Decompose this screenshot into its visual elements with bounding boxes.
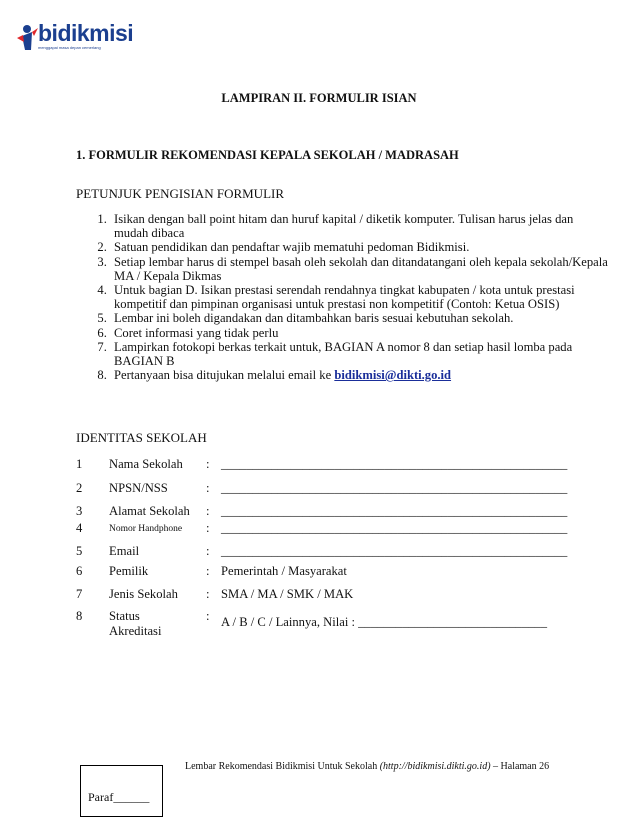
instructions-list — [76, 212, 610, 382]
identity-row-pemilik — [76, 564, 566, 584]
section-title: 1. FORMULIR REKOMENDASI KEPALA SEKOLAH / MADRASAH — [76, 148, 459, 162]
row-field-label: Email — [109, 544, 140, 558]
identity-row-jenis-sekolah — [76, 587, 566, 607]
paraf-label[interactable]: Paraf______ — [88, 790, 150, 804]
identity-row-email — [76, 544, 566, 564]
footer-url: (http://bidikmisi.dikti.go.id) — [379, 761, 491, 772]
row-number: 6 — [76, 564, 83, 578]
row-value-options[interactable]: Pemerintah / Masyarakat — [221, 564, 347, 578]
row-value-blank[interactable]: _______________________________________________________ — [221, 481, 568, 495]
page-title: LAMPIRAN II. FORMULIR ISIAN — [221, 91, 417, 105]
row-number: 7 — [76, 587, 83, 601]
instruction-item: 6. Coret informasi yang tidak perlu — [110, 326, 610, 340]
row-colon: : — [206, 544, 210, 558]
instruction-item: 5. Lembar ini boleh digandakan dan ditambahkan baris sesuai kebutuhan sekolah. — [110, 311, 610, 325]
instruction-item-email — [110, 368, 610, 382]
row-colon: : — [206, 587, 210, 601]
identity-row-handphone — [76, 521, 566, 541]
row-field-label-line2: Akreditasi — [109, 624, 162, 638]
row-colon: : — [206, 481, 210, 495]
instruction-email-prefix: Pertanyaan bisa ditujukan melalui email ke — [114, 368, 335, 383]
row-number: 3 — [76, 504, 83, 518]
footer-prefix: Lembar Rekomendasi Bidikmisi Untuk Sekolah — [185, 761, 380, 772]
row-colon: : — [206, 521, 210, 535]
row-number: 2 — [76, 481, 83, 495]
instruction-item: 3. Setiap lembar harus di stempel basah oleh sekolah dan ditandatangani oleh kepala sekolah/Kepala MA / Kepala Dikmas — [110, 255, 610, 283]
identity-row-akreditasi — [76, 609, 566, 643]
row-value-options[interactable]: A / B / C / Lainnya, Nilai : ______________________________ — [221, 615, 548, 629]
row-colon: : — [206, 457, 210, 471]
row-value-blank[interactable]: _______________________________________________________ — [221, 457, 568, 471]
row-number: 5 — [76, 544, 83, 558]
row-field-label: Pemilik — [109, 564, 149, 578]
page-footer — [185, 761, 549, 772]
logo-tagline: menggapai masa depan cemerlang — [38, 45, 101, 50]
email-link[interactable]: bidikmisi@dikti.go.id — [334, 368, 452, 383]
identity-row-npsn — [76, 481, 566, 501]
row-field-label: Jenis Sekolah — [109, 587, 178, 601]
logo-wordmark: bidikmisi — [38, 20, 134, 46]
instructions-heading: PETUNJUK PENGISIAN FORMULIR — [76, 186, 285, 201]
identity-row-nama-sekolah — [76, 457, 566, 477]
row-number: 1 — [76, 457, 83, 471]
instruction-item: 4. Untuk bagian D. Isikan prestasi serendah rendahnya tingkat kabupaten / kota untuk prestasi kompetitif dan pimpinan organisasi untuk prestasi non kompetitif (Contoh: Ketua OSIS) — [110, 283, 610, 311]
footer-suffix: – Halaman 26 — [490, 761, 550, 772]
row-colon: : — [206, 564, 210, 578]
instruction-item: 1. Isikan dengan ball point hitam dan huruf kapital / diketik komputer. Tulisan harus jelas dan mudah dibaca — [110, 212, 610, 240]
row-colon: : — [206, 504, 210, 518]
row-value-options[interactable]: SMA / MA / SMK / MAK — [221, 587, 354, 601]
row-value-blank[interactable]: _______________________________________________________ — [221, 521, 568, 535]
row-field-label-line1: Status — [109, 609, 140, 623]
row-value-blank[interactable]: _______________________________________________________ — [221, 544, 568, 558]
row-field-label: Alamat Sekolah — [109, 504, 190, 518]
instruction-item: 2. Satuan pendidikan dan pendaftar wajib mematuhi pedoman Bidikmisi. — [110, 240, 610, 254]
row-number: 8 — [76, 609, 83, 623]
row-value-blank[interactable]: _______________________________________________________ — [221, 504, 568, 518]
row-colon: : — [206, 609, 210, 623]
instruction-item: 7. Lampirkan fotokopi berkas terkait untuk, BAGIAN A nomor 8 dan setiap hasil lomba pada BAGIAN B — [110, 340, 610, 368]
row-number: 4 — [76, 521, 83, 535]
row-field-label: NPSN/NSS — [109, 481, 168, 495]
row-field-label: Nomor Handphone — [109, 524, 183, 534]
row-field-label — [109, 609, 161, 639]
identity-heading: IDENTITAS SEKOLAH — [76, 430, 207, 445]
row-field-label: Nama Sekolah — [109, 457, 183, 471]
